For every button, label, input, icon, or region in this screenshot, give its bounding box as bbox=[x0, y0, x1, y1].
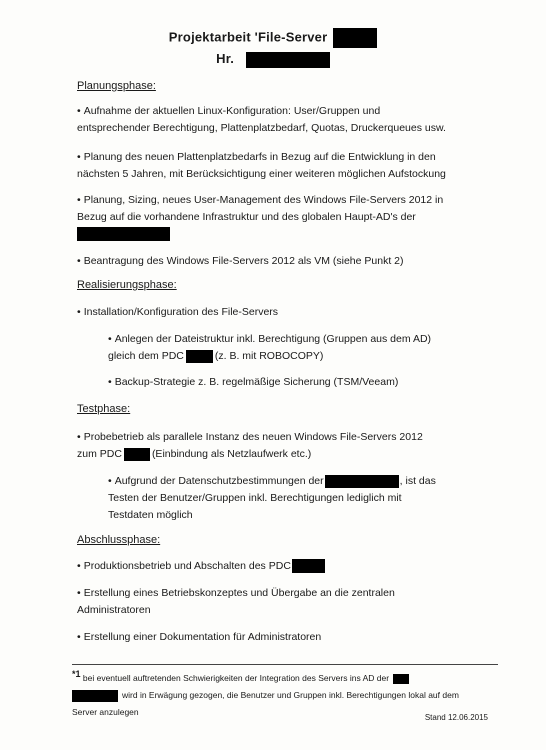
item-text: Anlegen der Dateistruktur inkl. Berechtigung (Gruppen aus dem AD) bbox=[114, 333, 432, 345]
section-heading-realisierung: Realisierungsphase: bbox=[77, 279, 177, 291]
item-text: Planung, Sizing, neues User-Management des Windows File-Servers 2012 in bbox=[83, 194, 444, 206]
item-text: Beantragung des Windows File-Servers 2012 als VM (siehe Punkt 2) bbox=[83, 255, 404, 267]
redaction-block bbox=[77, 227, 170, 241]
item-text: Administratoren bbox=[77, 604, 151, 616]
item-text: Aufgrund der Datenschutzbestimmungen der bbox=[114, 475, 324, 487]
item-text: Aufnahme der aktuellen Linux-Konfiguration: User/Gruppen und bbox=[83, 105, 381, 117]
item-text: Produktionsbetrieb und Abschalten des PDC bbox=[83, 560, 291, 572]
bullet-icon: • bbox=[77, 151, 81, 163]
item-text: gleich dem PDC bbox=[108, 350, 184, 362]
section-heading-test: Testphase: bbox=[77, 403, 131, 415]
list-item bbox=[77, 192, 497, 243]
bullet-icon: • bbox=[77, 560, 81, 572]
item-text: Planung des neuen Plattenplatzbedarfs in Bezug auf die Entwicklung in den bbox=[83, 151, 436, 163]
list-item bbox=[77, 103, 497, 137]
item-text: Backup-Strategie z. B. regelmäßige Sicherung (TSM/Veeam) bbox=[114, 376, 399, 388]
list-item bbox=[77, 629, 497, 646]
bullet-icon: • bbox=[77, 631, 81, 643]
item-text: (z. B. mit ROBOCOPY) bbox=[214, 350, 324, 362]
item-text: Testdaten möglich bbox=[108, 509, 193, 521]
item-text: zum PDC bbox=[77, 448, 122, 460]
item-text: , ist das bbox=[399, 475, 436, 487]
footnote-marker: *1 bbox=[72, 669, 81, 679]
date-stamp: Stand 12.06.2015 bbox=[424, 713, 488, 722]
list-item bbox=[77, 585, 497, 619]
list-item bbox=[77, 149, 497, 183]
bullet-icon: • bbox=[108, 475, 112, 487]
redaction-block bbox=[325, 475, 399, 488]
item-text: Erstellung einer Dokumentation für Administratoren bbox=[83, 631, 322, 643]
bullet-icon: • bbox=[108, 376, 112, 388]
bullet-icon: • bbox=[77, 105, 81, 117]
sub-list-item bbox=[108, 331, 498, 365]
redaction-block bbox=[186, 350, 213, 363]
item-text: Bezug auf die vorhandene Infrastruktur und des globalen Haupt-AD's der bbox=[77, 211, 416, 223]
section-heading-abschluss: Abschlussphase: bbox=[77, 534, 161, 546]
list-item bbox=[77, 558, 497, 575]
document-title-line2 bbox=[0, 51, 546, 68]
sub-list-item bbox=[108, 374, 498, 391]
redaction-block bbox=[333, 28, 377, 48]
list-item bbox=[77, 253, 497, 270]
item-text: (Einbindung als Netzlaufwerk etc.) bbox=[151, 448, 312, 460]
footnote-divider bbox=[72, 664, 498, 665]
redaction-block bbox=[246, 52, 330, 68]
redaction-block bbox=[292, 559, 325, 573]
sub-list-item bbox=[108, 473, 498, 524]
footnote-text: wird in Erwägung gezogen, die Benutzer und Gruppen inkl. Berechtigungen lokal auf dem bbox=[122, 689, 459, 700]
item-text: Probebetrieb als parallele Instanz des neuen Windows File-Servers 2012 bbox=[83, 431, 423, 443]
item-text: nächsten 5 Jahren, mit Berücksichtigung einer weiteren möglichen Aufstockung bbox=[77, 168, 446, 180]
item-text: Erstellung eines Betriebskonzeptes und Übergabe an die zentralen bbox=[83, 587, 395, 599]
list-item bbox=[77, 429, 497, 463]
bullet-icon: • bbox=[77, 431, 81, 443]
item-text: Testen der Benutzer/Gruppen inkl. Berechtigungen lediglich mit bbox=[108, 492, 402, 504]
footnote-text: Server anzulegen bbox=[72, 706, 139, 717]
title-text: Projektarbeit 'File-Server bbox=[168, 29, 328, 45]
redaction-block bbox=[393, 674, 409, 684]
item-text: entsprechender Berechtigung, Plattenplatzbedarf, Quotas, Druckerqueues usw. bbox=[77, 122, 446, 134]
bullet-icon: • bbox=[77, 255, 81, 267]
item-text: Installation/Konfiguration des File-Servers bbox=[83, 306, 279, 318]
bullet-icon: • bbox=[77, 587, 81, 599]
bullet-icon: • bbox=[77, 194, 81, 206]
title-salutation: Hr. bbox=[216, 51, 235, 66]
redaction-block bbox=[72, 690, 118, 702]
section-heading-planung: Planungsphase: bbox=[77, 80, 156, 92]
list-item bbox=[77, 304, 497, 321]
redaction-block bbox=[124, 448, 150, 461]
footnote-text: bei eventuell auftretenden Schwierigkeiten der Integration des Servers ins AD der bbox=[82, 672, 390, 683]
bullet-icon: • bbox=[108, 333, 112, 345]
bullet-icon: • bbox=[77, 306, 81, 318]
document-title-line1 bbox=[0, 28, 546, 48]
